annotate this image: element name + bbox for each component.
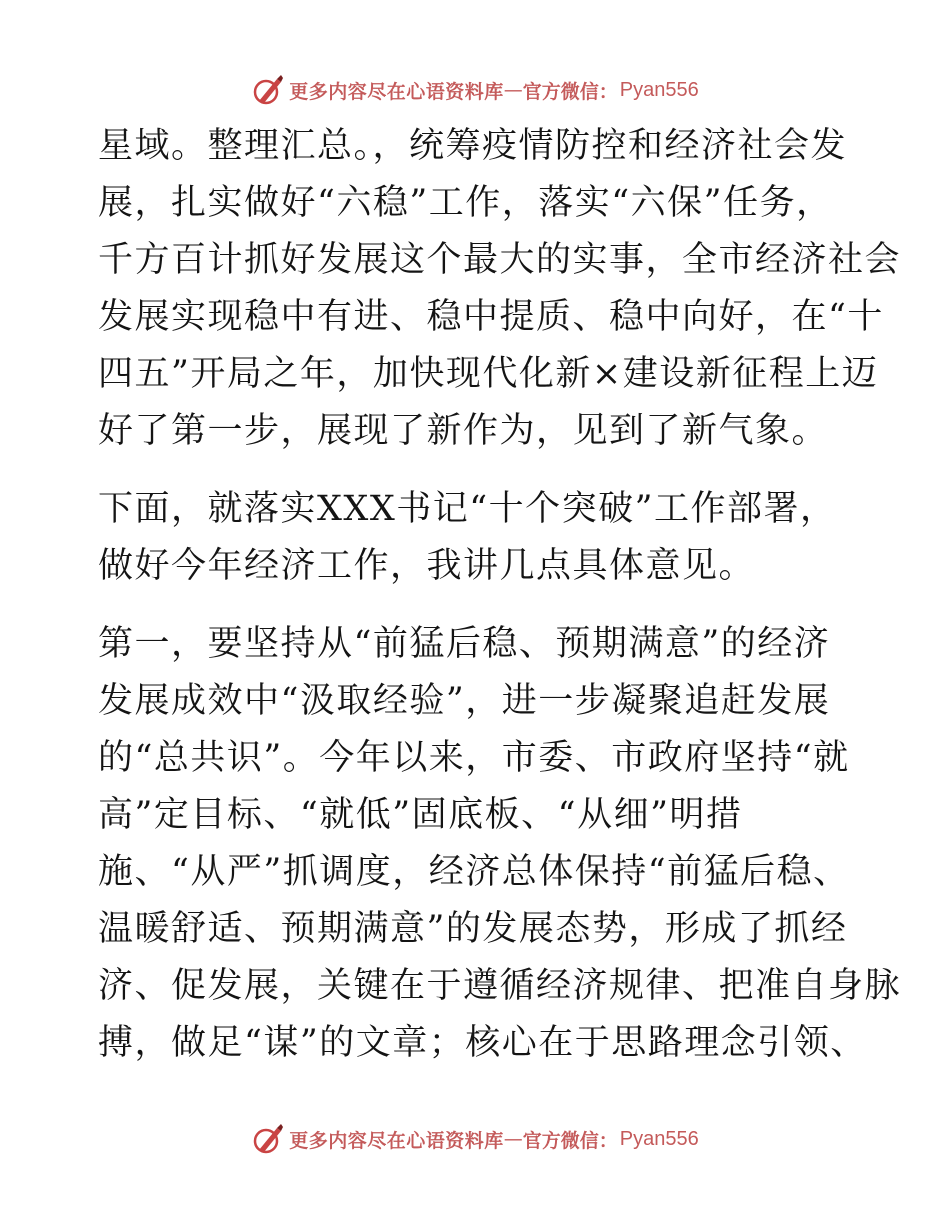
header-watermark bbox=[0, 70, 950, 110]
body-line: 做好今年经济工作，我讲几点具体意见。 bbox=[98, 546, 756, 586]
header-separator: — bbox=[503, 79, 523, 101]
header-brand-text: 更多内容尽在心语资料库 bbox=[289, 80, 504, 103]
body-line: 高”定目标、“就低”固底板、“从细”明措 bbox=[98, 795, 743, 835]
body-line: 发展实现稳中有进、稳中提质、稳中向好，在“十 bbox=[98, 297, 884, 337]
body-line: 下面，就落实XXX书记“十个突破”工作部署， bbox=[98, 489, 837, 529]
body-line: 好了第一步，展现了新作为，见到了新气象。 bbox=[98, 411, 829, 451]
header-wechat-label: 官方微信： bbox=[522, 80, 618, 103]
body-line: 发展成效中“汲取经验”，进一步凝聚追赶发展 bbox=[98, 681, 831, 721]
header-wechat-account: Pyan556 bbox=[619, 78, 699, 101]
body-line: 温暖舒适、预期满意”的发展态势，形成了抓经 bbox=[98, 909, 848, 949]
body-line: 四五”开局之年，加快现代化新×建设新征程上迈 bbox=[98, 354, 879, 394]
body-line: 施、“从严”抓调度，经济总体保持“前猛后稳、 bbox=[98, 852, 850, 892]
pen-logo-icon bbox=[251, 1122, 285, 1156]
body-line: 的“总共识”。今年以来，市委、市政府坚持“就 bbox=[98, 738, 850, 778]
footer-wechat-account: Pyan556 bbox=[619, 1127, 699, 1150]
body-line: 星域。整理汇总。，统筹疫情防控和经济社会发 bbox=[98, 126, 848, 166]
footer-brand-text: 更多内容尽在心语资料库 bbox=[289, 1129, 504, 1152]
footer-watermark bbox=[0, 1119, 950, 1159]
footer-wechat-label: 官方微信： bbox=[522, 1129, 618, 1152]
body-line: 展，扎实做好“六稳”工作，落实“六保”任务， bbox=[98, 183, 833, 223]
footer-separator: — bbox=[503, 1128, 523, 1150]
body-line: 搏，做足“谋”的文章；核心在于思路理念引领、 bbox=[98, 1023, 867, 1063]
body-line: 第一，要坚持从“前猛后稳、预期满意”的经济 bbox=[98, 624, 831, 664]
body-line: 济、促发展，关键在于遵循经济规律、把准自身脉 bbox=[98, 966, 902, 1006]
pen-logo-icon bbox=[251, 73, 285, 107]
body-line: 千方百计抓好发展这个最大的实事，全市经济社会 bbox=[98, 240, 902, 280]
